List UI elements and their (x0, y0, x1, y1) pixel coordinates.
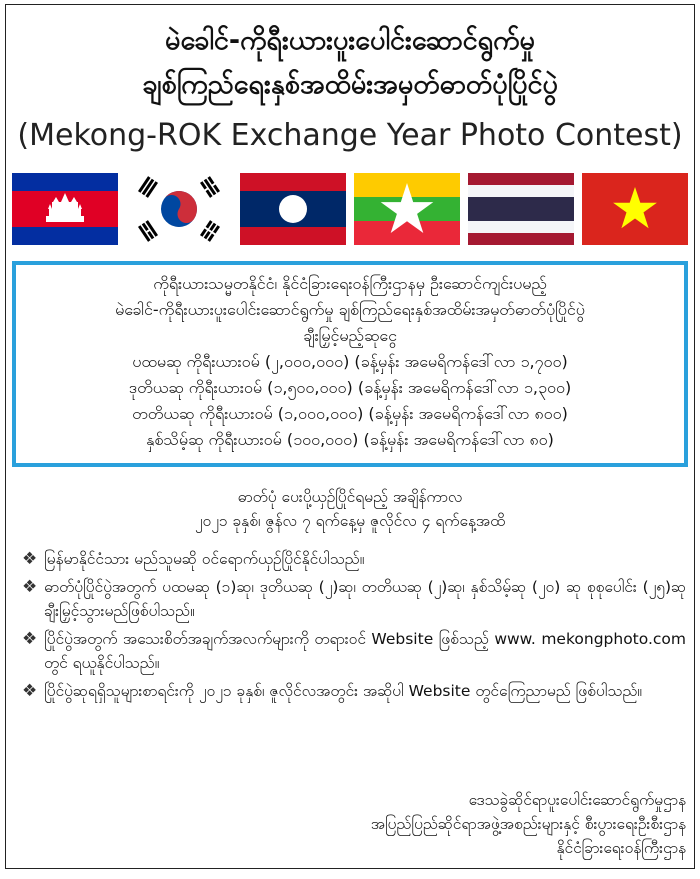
rule-text: မြန်မာနိုင်ငံသား မည်သူမဆို ဝင်ရောက်ယှဉ်ပြိုင်နိုင်ပါသည်။ (44, 550, 365, 568)
prize-money-box (12, 261, 688, 467)
prize-heading: ချီးမြှင့်မည့်ဆုငွေ (303, 326, 397, 345)
diamond-bullet-icon: ❖ (22, 549, 38, 569)
cambodia-flag-icon (12, 173, 118, 245)
issuer-line-2: အပြည်ပြည်ဆိုင်ရာအဖွဲ့အစည်းများနှင့် စီးပွားရေးဦးစီးဌာန (370, 815, 686, 833)
rules-list (22, 547, 686, 703)
first-prize-line: ပထမဆု ကိုရီးယားဝမ် (၂,၀၀၀,၀၀၀) (ခန့်မှန်း အမေရိကန်ဒေါ်လာ ၁,၇၀၀) (132, 352, 568, 371)
submission-period (6, 485, 694, 533)
title-line-1: မဲခေါင်-ကိုရီးယားပူးပေါင်းဆောင်ရွက်မှု (165, 25, 535, 56)
diamond-bullet-icon: ❖ (22, 629, 38, 649)
list-item (22, 547, 686, 571)
myanmar-flag-icon (354, 173, 460, 245)
rule-text: ဓာတ်ပုံပြိုင်ပွဲအတွက် ပထမဆု (၁)ဆု၊ ဒုတိယဆု (၂)ဆု၊ တတိယဆု (၂)ဆု၊ နှစ်သိမ့်ဆု (၂၀) ဆု စုစုပေါင်း (၂၅)ဆု ချီးမြှင့်သွားမည်ဖြစ်ပါသည်။ (44, 578, 686, 620)
issuer-line-1: ဒေသခွဲဆိုင်ရာပူးပေါင်းဆောင်ရွက်မှုဌာန (468, 791, 686, 809)
diamond-bullet-icon: ❖ (22, 681, 38, 701)
south-korea-flag-icon (126, 173, 232, 245)
vietnam-flag-icon (582, 173, 688, 245)
rule-text: ပြိုင်ပွဲအတွက် အသေးစိတ်အချက်အလက်များကို တရားဝင် Website ဖြစ်သည့် www. mekongphoto.com တွင် ရယူနိုင်ပါသည်။ (44, 630, 686, 672)
submission-period-label: ဓာတ်ပုံ ပေးပို့ယှဉ်ပြိုင်ရမည့် အချိန်ကာလ (237, 488, 463, 506)
prize-intro-line-1: ကိုရီးယားသမ္မတနိုင်ငံ၊ နိုင်ငံခြားရေးဝန်ကြီးဌာနမှ ဦးဆောင်ကျင်းပမည့် (153, 274, 547, 293)
issuer-line-3: နိုင်ငံခြားရေးဝန်ကြီးဌာန (556, 839, 686, 857)
flag-row (12, 173, 688, 245)
second-prize-line: ဒုတိယဆု ကိုရီးယားဝမ် (၁,၅၀၀,၀၀၀) (ခန့်မှန်း အမေရိကန်ဒေါ်လာ ၁,၃၀၀) (128, 378, 572, 397)
list-item (22, 575, 686, 623)
announcement-page (5, 4, 695, 869)
issuer-signature (371, 788, 686, 860)
rule-text: ပြိုင်ပွဲဆုရရှိသူများစာရင်းကို ၂၀၂၁ ခုနှစ်၊ ဇူလိုင်လအတွင်း အဆိုပါ Website တွင်ကြေညာမည် ဖြစ်ပါသည်။ (44, 682, 642, 700)
page-title (6, 19, 694, 107)
laos-flag-icon (240, 173, 346, 245)
list-item (22, 679, 686, 703)
title-line-2: ချစ်ကြည်ရေးနှစ်အထိမ်းအမှတ်ဓာတ်ပုံပြိုင်ပွဲ (142, 69, 558, 100)
page-subtitle: (Mekong-ROK Exchange Year Photo Contest) (17, 118, 683, 153)
consolation-prize-line: နှစ်သိမ့်ဆု ကိုရီးယားဝမ် (၁၀၀,၀၀၀) (ခန့်မှန်း အမေရိကန်ဒေါ်လာ ၈၀) (146, 430, 554, 449)
list-item (22, 627, 686, 675)
prize-intro-line-2: မဲခေါင်-ကိုရီးယားပူးပေါင်းဆောင်ရွက်မှု ချစ်ကြည်ရေးနှစ်အထိမ်းအမှတ်ဓာတ်ပုံပြိုင်ပွဲ (115, 300, 585, 319)
submission-period-dates: ၂၀၂၁ ခုနှစ်၊ ဇွန်လ ၇ ရက်နေ့မှ ဇူလိုင်လ ၄ ရက်နေ့အထိ (194, 512, 506, 530)
thailand-flag-icon (468, 173, 574, 245)
diamond-bullet-icon: ❖ (22, 577, 38, 597)
third-prize-line: တတိယဆု ကိုရီးယားဝမ် (၁,၀၀၀,၀၀၀) (ခန့်မှန်း အမေရိကန်ဒေါ်လာ ၈၀၀) (132, 404, 568, 423)
